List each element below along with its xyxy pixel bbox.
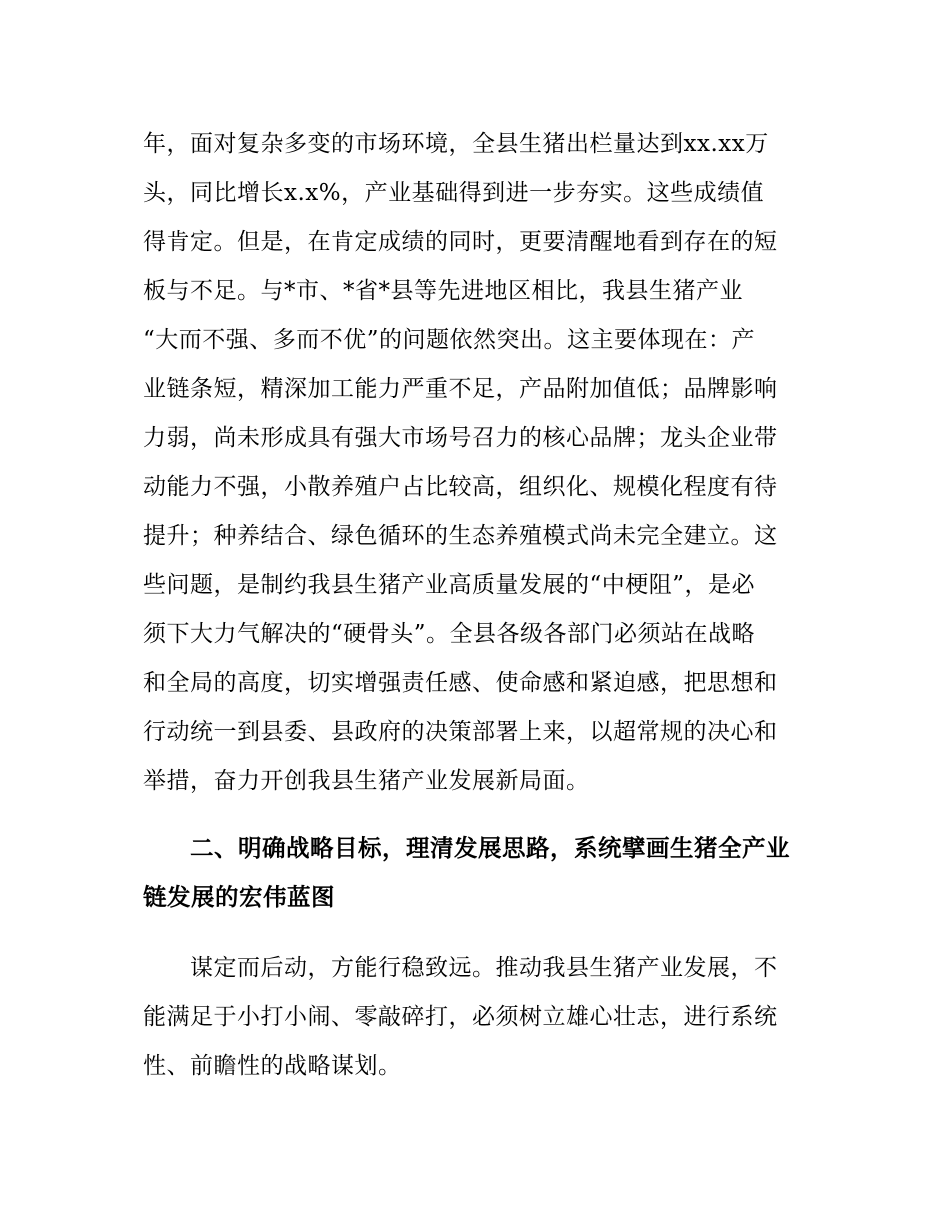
paragraph-line: 行动统一到县委、县政府的决策部署上来，以超常规的决心和 [143,719,778,745]
paragraph-line: 举措，奋力开创我县生猪产业发展新局面。 [143,768,590,794]
paragraph-line: 业链条短，精深加工能力严重不足，产品附加值低；品牌影响 [143,376,778,402]
paragraph-line: 年，面对复杂多变的市场环境，全县生猪出栏量达到xx.xx万 [143,131,769,157]
paragraph-line: 得肯定。但是，在肯定成绩的同时，更要清醒地看到存在的短 [143,229,778,255]
paragraph-line: 能满足于小打小闹、零敲碎打，必须树立雄心壮志，进行系统 [143,1004,778,1030]
paragraph-line: 和全局的高度，切实增强责任感、使命感和紧迫感，把思想和 [143,670,778,696]
paragraph-line: 些问题，是制约我县生猪产业高质量发展的“中梗阻”，是必 [143,572,756,598]
paragraph-line: “大而不强、多而不优”的问题依然突出。这主要体现在：产 [143,327,756,353]
paragraph-line: 须下大力气解决的“硬骨头”。全县各级各部门必须站在战略 [143,621,756,647]
paragraph-line: 性、前瞻性的战略谋划。 [143,1053,402,1079]
paragraph-line: 板与不足。与*市、*省*县等先进地区相比，我县生猪产业 [143,278,743,304]
paragraph-line: 提升；种养结合、绿色循环的生态养殖模式尚未完全建立。这 [143,523,778,549]
heading-line: 二、明确战略目标，理清发展思路，系统擘画生猪全产业 [190,834,790,862]
paragraph-line: 头，同比增长x.x%，产业基础得到进一步夯实。这些成绩值 [143,180,765,206]
heading-line: 链发展的宏伟蓝图 [143,883,335,911]
paragraph-line: 力弱，尚未形成具有强大市场号召力的核心品牌；龙头企业带 [143,425,778,451]
paragraph-line: 谋定而后动，方能行稳致远。推动我县生猪产业发展，不 [190,955,778,981]
paragraph-line: 动能力不强，小散养殖户占比较高，组织化、规模化程度有待 [143,474,778,500]
